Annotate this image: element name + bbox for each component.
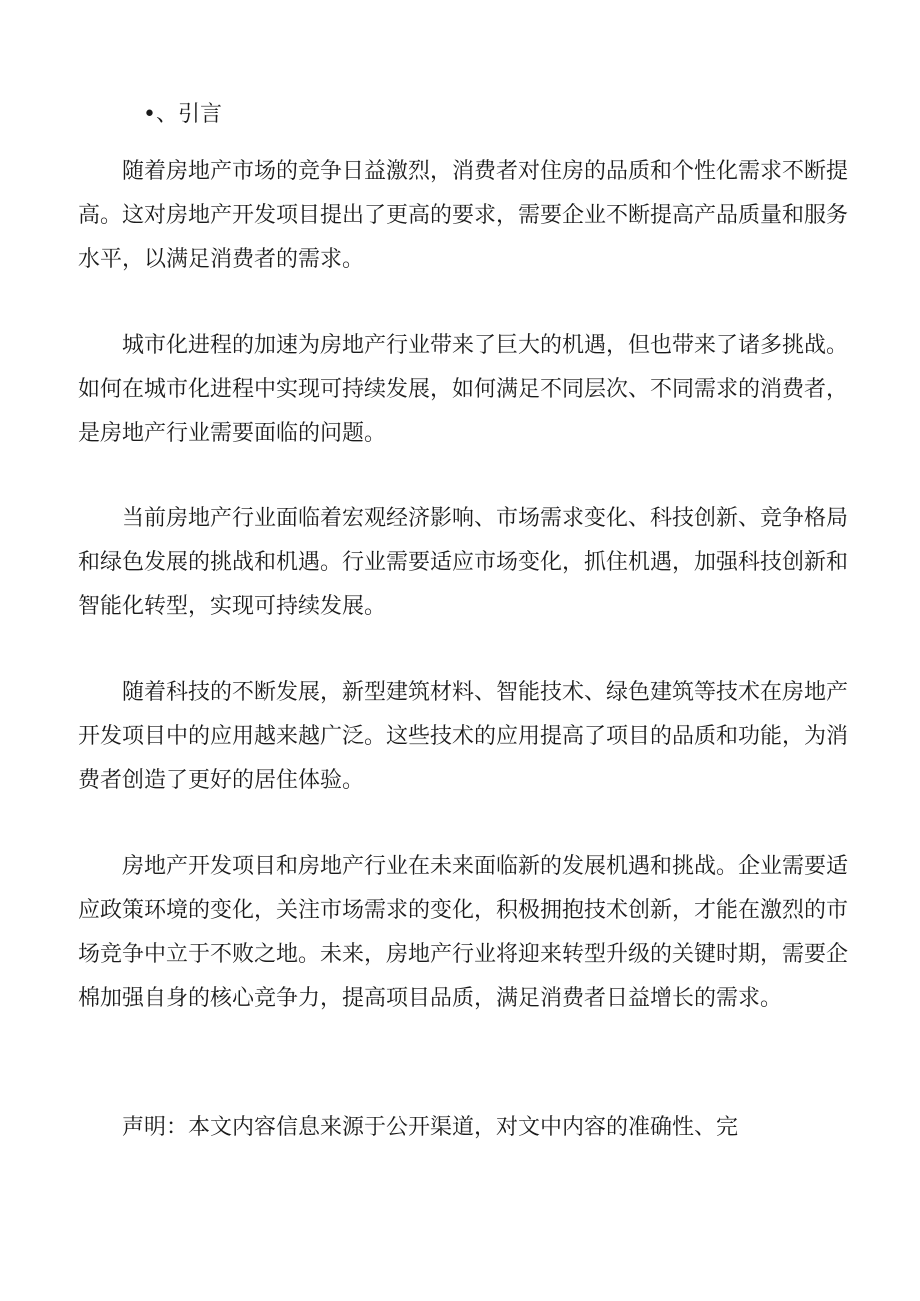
paragraph-market-competition: 随着房地产市场的竞争日益激烈，消费者对住房的品质和个性化需求不断提高。这对房地产开发项目提出了更高的要求，需要企业不断提高产品质量和服务水平，以满足消费者的需求。 [78,159,849,272]
paragraph-urbanization: 城市化进程的加速为房地产行业带来了巨大的机遇，但也带来了诸多挑战。如何在城市化进程中实现可持续发展，如何满足不同层次、不同需求的消费者，是房地产行业需要面临的问题。 [78,333,849,446]
section-heading: •、引言 [143,102,222,127]
paragraph-future-outlook: 房地产开发项目和房地产行业在未来面临新的发展机遇和挑战。企业需要适应政策环境的变化，关注市场需求的变化，积极拥抱技术创新，才能在激烈的市场竞争中立于不败之地。未来，房地产行业将迎来转型升级的关键时期，需要企棉加强自身的核心竞争力，提高项目品质，满足消费者日益增长的需求。 [78,854,849,1011]
paragraph-disclaimer: 声明：本文内容信息来源于公开渠道，对文中内容的准确性、完 [122,1115,739,1140]
paragraph-industry-challenges: 当前房地产行业面临着宏观经济影响、市场需求变化、科技创新、竞争格局和绿色发展的挑战和机遇。行业需要适应市场变化，抓住机遇，加强科技创新和智能化转型，实现可持续发展。 [78,506,849,619]
paragraph-technology: 随着科技的不断发展，新型建筑材料、智能技术、绿色建筑等技术在房地产开发项目中的应用越来越广泛。这些技术的应用提高了项目的品质和功能，为消费者创造了更好的居住体验。 [78,680,849,793]
